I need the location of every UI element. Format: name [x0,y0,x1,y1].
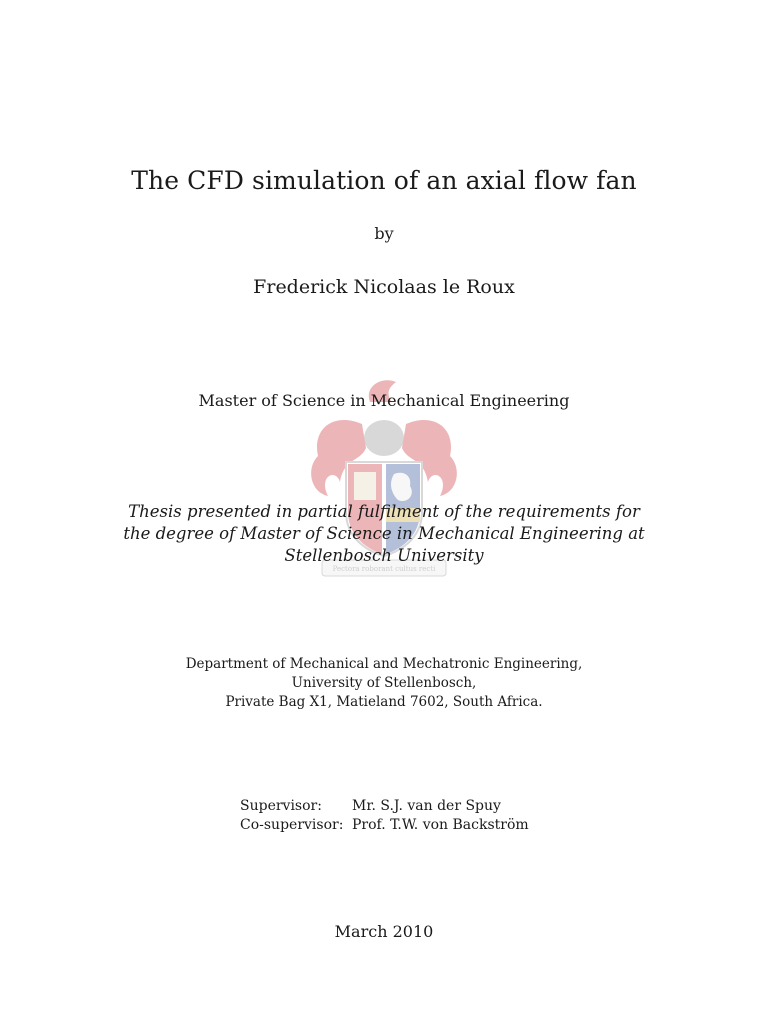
postal-address-line: Private Bag X1, Matieland 7602, South Africa. [225,694,543,710]
author-name: Frederick Nicolaas le Roux [253,276,515,298]
co-supervisor-row [240,816,529,835]
by-line: by [374,224,394,243]
supervisor-row [240,797,529,816]
co-supervisor-role: Co-supervisor: [240,817,344,833]
supervisor-name: Mr. S.J. van der Spuy [352,798,501,814]
thesis-statement-line: Stellenbosch University [284,546,484,565]
degree-name: Master of Science in Mechanical Engineering [198,391,570,410]
co-supervisor-name: Prof. T.W. von Backström [352,817,529,833]
supervisor-list [240,797,529,835]
supervisor-role: Supervisor: [240,798,322,814]
crest-shield-quarter-light [354,472,376,500]
department-line: Department of Mechanical and Mechatronic Engineering, [185,656,583,672]
thesis-statement [0,501,768,567]
university-line: University of Stellenbosch, [291,675,477,691]
thesis-statement-line: the degree of Master of Science in Mechanical Engineering at [123,524,645,543]
department-address [0,655,768,712]
crest-motto-text: Pectora roborant cultus recti [332,565,436,573]
crest-helmet [364,420,404,456]
thesis-title: The CFD simulation of an axial flow fan [131,166,637,195]
thesis-statement-line: Thesis presented in partial fulfilment of the requirements for [128,502,640,521]
submission-date: March 2010 [334,922,434,941]
